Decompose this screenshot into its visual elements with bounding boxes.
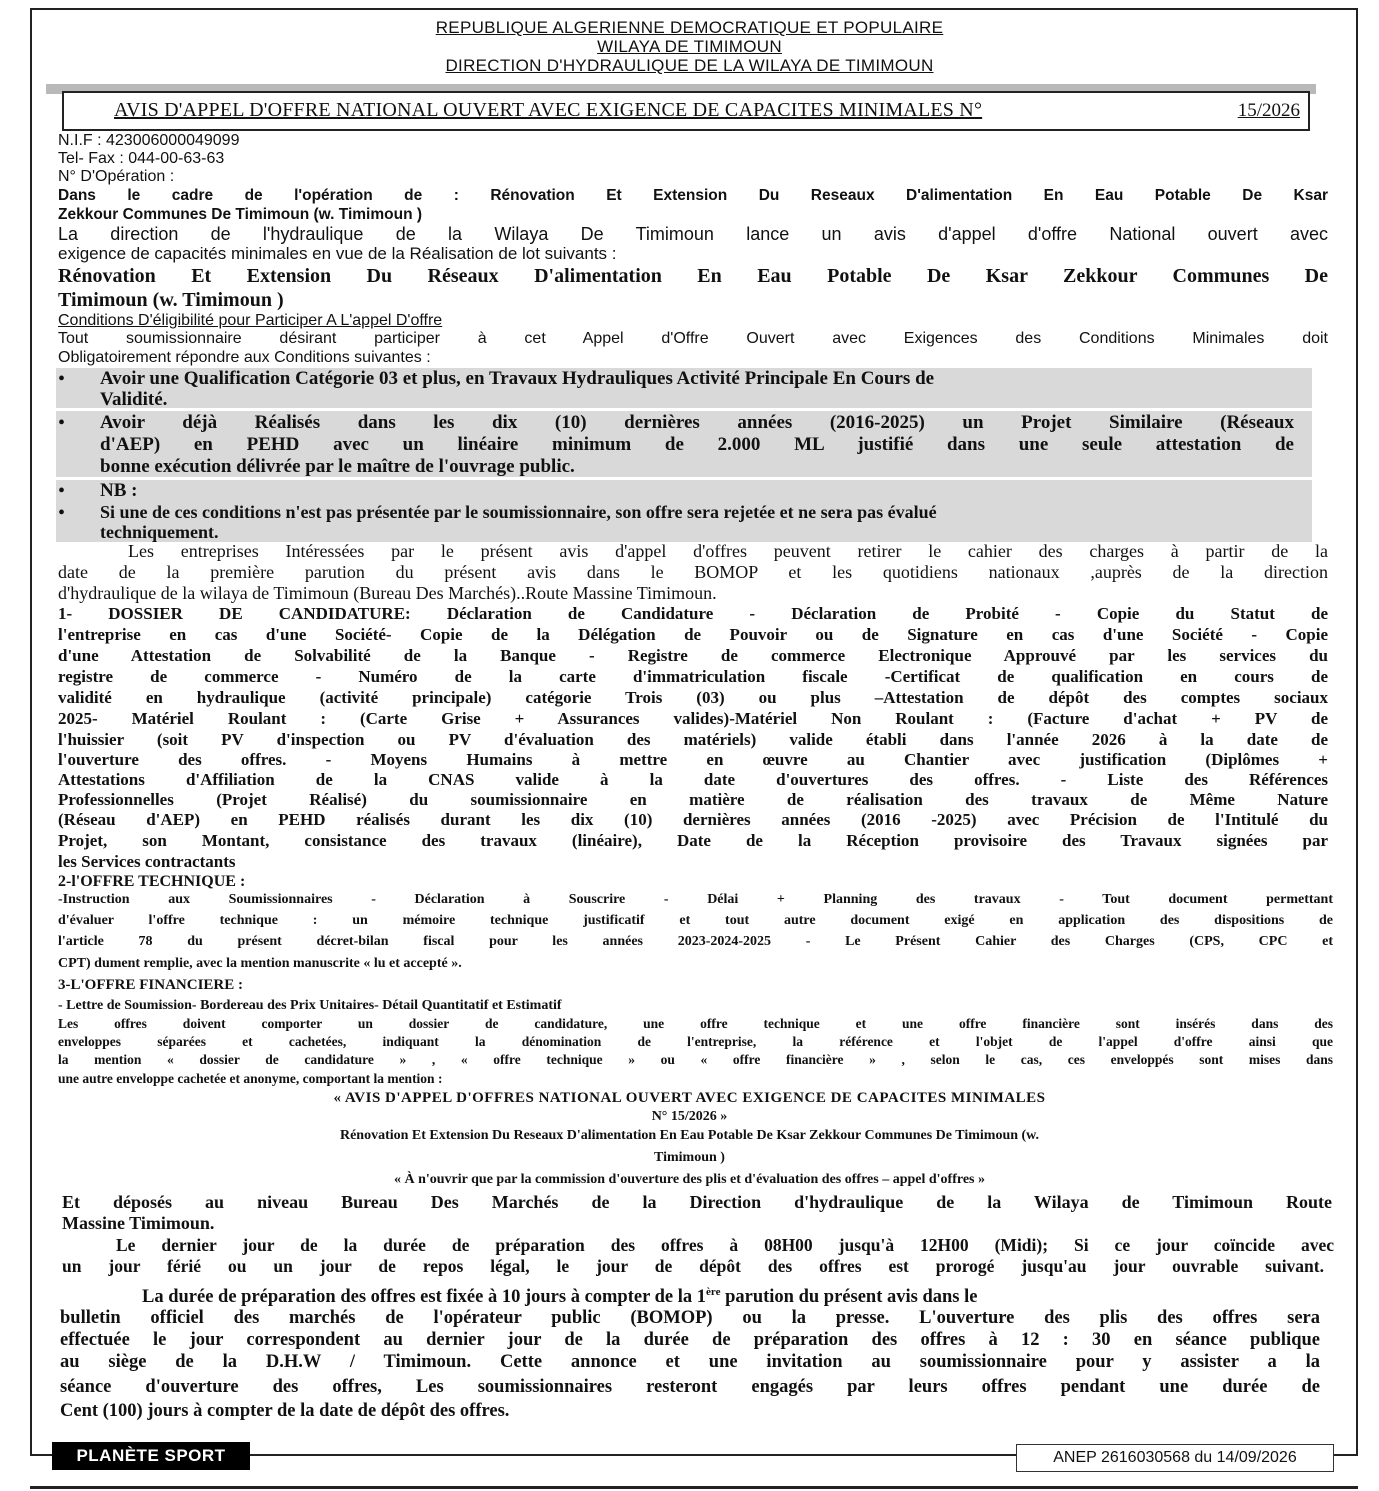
technique-line-1: -Instruction aux Soumissionnaires - Déclaration à Souscrire - Délai + Planning des travaux - Tout document permettant (58, 892, 1333, 907)
publication-label: PLANÈTE SPORT (52, 1442, 250, 1470)
dossier-line-4: registre de commerce - Numéro de la carte d'immatriculation fiscale -Certificat de qualification en cours de (58, 667, 1328, 686)
mention-line-1: « AVIS D'APPEL D'OFFRES NATIONAL OUVERT AVEC EXIGENCE DE CAPACITES MINIMALES (333, 1090, 1046, 1106)
conditions-intro-2: Obligatoirement répondre aux Conditions suivantes : (58, 349, 431, 366)
condition-1-line-1: Avoir une Qualification Catégorie 03 et plus, en Travaux Hydrauliques Activité Principale En Cours de (100, 368, 935, 389)
rejection-line-2: techniquement. (100, 522, 219, 542)
dossier-line-12: Projet, son Montant, consistance des travaux (linéaire), Date de la Réception provisoire des Travaux signées par (58, 831, 1328, 850)
retrait-line-1: Les entreprises Intéressées par le présent avis d'appel d'offres peuvent retirer le cahier des charges à partir de la (128, 541, 1328, 561)
depot-line-4: un jour férié ou un jour de repos légal, le jour de dépôt des offres est prorogé jusqu'au jour ouvrable suivant. (62, 1256, 1324, 1276)
financiere-line-2: Les offres doivent comporter un dossier de candidature, une offre technique et une offre financière sont insérés dans des (58, 1016, 1333, 1031)
financiere-line-4: la mention « dossier de candidature » , « offre technique » ou « offre financière » , selon le cas, ces enveloppés sont mises dans (58, 1052, 1333, 1067)
nb-label: NB : (100, 480, 138, 501)
cadre-line-2: Zekkour Communes De Timimoun (w. Timimoun ) (58, 206, 423, 223)
dossier-line-2: l'entreprise en cas d'une Société- Copie de la Délégation de Pouvoir ou de Signature en cas d'une Société - Copie (58, 625, 1328, 644)
nif: N.I.F : 423006000049099 (58, 132, 240, 149)
depot-line-3: Le dernier jour de la durée de préparation des offres à 08H00 jusqu'à 12H00 (Midi); Si ce jour coïncide avec (116, 1235, 1334, 1255)
duree-line-5: séance d'ouverture des offres, Les soumissionnaires resteront engagés par leurs offres pendant une durée de (60, 1377, 1320, 1397)
bullet-icon: • (58, 480, 66, 502)
condition-2-line-1: Avoir déjà Réalisés dans les dix (10) dernières années (2016-2025) un Projet Similaire (Réseaux (100, 412, 1294, 433)
condition-2-line-3: bonne exécution délivrée par le maître de l'ouvrage public. (100, 456, 575, 477)
duree-line-6: Cent (100) jours à compter de la date de dépôt des offres. (60, 1401, 510, 1421)
duree-line-2: bulletin officiel des marchés de l'opérateur public (BOMOP) ou la presse. L'ouverture des plis des offres sera (60, 1308, 1320, 1328)
financiere-line-3: enveloppes séparées et cachetées, indiquant la dénomination de l'entreprise, la référence et l'objet de l'appel d'offre ainsi que (58, 1034, 1333, 1049)
notice-title: AVIS D'APPEL D'OFFRE NATIONAL OUVERT AVEC EXIGENCE DE CAPACITES MINIMALES N° (114, 99, 983, 121)
header-wilaya: WILAYA DE TIMIMOUN (597, 37, 782, 56)
technique-line-4: CPT) dument remplie, avec la mention manuscrite « lu et accepté ». (58, 956, 462, 971)
retrait-line-2: date de la première parution du présent avis dans le BOMOP et les quotidiens nationaux ,auprès de la direction (58, 562, 1328, 582)
dossier-line-6: 2025- Matériel Roulant : (Carte Grise + Assurances valides)-Matériel Non Roulant : (Facture d'achat + PV de (58, 709, 1328, 728)
bullet-icon: • (58, 412, 66, 434)
lot-line-2: Timimoun (w. Timimoun ) (58, 289, 284, 311)
financiere-heading: 3-L'OFFRE FINANCIERE : (58, 977, 244, 993)
dossier-line-13: les Services contractants (58, 852, 236, 871)
retrait-line-3: d'hydraulique de la wilaya de Timimoun (Bureau Des Marchés)..Route Massine Timimoun. (58, 583, 717, 603)
duree-line-1-text-end: parution du présent avis dans le (720, 1287, 978, 1308)
conditions-intro-1: Tout soumissionnaire désirant participer à cet Appel d'Offre Ouvert avec Exigences des Conditions Minimales doit (58, 330, 1328, 347)
dossier-line-11: (Réseau d'AEP) en PEHD réalisés durant les dix (10) dernières années (2016 -2025) avec Précision de l'Intitulé du (58, 810, 1328, 829)
duree-line-4: au siège de la D.H.W / Timimoun. Cette annonce et une invitation au soumissionnaire pour y assister a la (60, 1352, 1320, 1372)
rejection-line-1: Si une de ces conditions n'est pas présentée par le soumissionnaire, son offre sera rejetée et ne sera pas évalué (100, 502, 937, 522)
direction-line-2: exigence de capacités minimales en vue de la Réalisation de lot suivants : (58, 244, 617, 263)
tel-fax: Tel- Fax : 044-00-63-63 (58, 150, 225, 167)
technique-line-2: d'évaluer l'offre technique : un mémoire technique justificatif et tout autre document exigé en application des dispositions de (58, 913, 1333, 928)
operation-number: N° D'Opération : (58, 168, 175, 185)
anep-reference: ANEP 2616030568 du 14/09/2026 (1016, 1444, 1334, 1472)
mention-line-3: Rénovation Et Extension Du Reseaux D'alimentation En Eau Potable De Ksar Zekkour Communes De Timimoun (w. (339, 1128, 1040, 1143)
cadre-line-1: Dans le cadre de l'opération de : Rénovation Et Extension Du Reseaux D'alimentation En Eau Potable De Ksar (58, 187, 1328, 204)
dossier-line-7: l'huissier (soit PV d'inspection ou PV d'évaluation des matériels) valide établi dans l'année 2026 à la date de (58, 730, 1328, 749)
condition-1-line-2: Validité. (100, 389, 168, 410)
technique-heading: 2-l'OFFRE TECHNIQUE : (58, 873, 246, 890)
financiere-line-5: une autre enveloppe cachetée et anonyme, comportant la mention : (58, 1071, 443, 1086)
dossier-line-1: 1- DOSSIER DE CANDIDATURE: Déclaration de Candidature - Déclaration de Probité - Copie du Statut de (58, 604, 1328, 623)
bullet-icon: • (58, 368, 66, 390)
dossier-line-8: l'ouverture des offres. - Moyens Humains à mettre en œuvre au Chantier avec justification (Diplômes + (58, 750, 1328, 769)
bullet-icon: • (58, 502, 66, 524)
mention-line-5: « À n'ouvrir que par la commission d'ouverture des plis et d'évaluation des offres – appel d'offres » (393, 1172, 985, 1187)
header-republique: REPUBLIQUE ALGERIENNE DEMOCRATIQUE ET POPULAIRE (435, 18, 944, 37)
direction-line-1: La direction de l'hydraulique de la Wilaya De Timimoun lance un avis d'appel d'offre National ouvert avec (58, 224, 1328, 244)
dossier-line-9: Attestations d'Affiliation de la CNAS valide à la date d'ouvertures des offres. - Liste des Références (58, 770, 1328, 789)
lot-line-1: Rénovation Et Extension Du Réseaux D'alimentation En Eau Potable De Ksar Zekkour Communes De (58, 265, 1328, 287)
depot-line-2: Massine Timimoun. (62, 1213, 215, 1233)
duree-line-1-sup: ère (706, 1286, 721, 1298)
financiere-line-1: - Lettre de Soumission- Bordereau des Prix Unitaires- Détail Quantitatif et Estimatif (58, 998, 562, 1013)
condition-2-line-2: d'AEP) en PEHD avec un linéaire minimum de 2.000 ML justifié dans une seule attestation de (100, 434, 1294, 455)
dossier-line-5: validité en hydraulique (activité principale) catégorie Trois (03) ou plus –Attestation de dépôt des comptes sociaux (58, 688, 1328, 707)
duree-line-1-text: La durée de préparation des offres est fixée à 10 jours à compter de la 1 (142, 1287, 706, 1308)
header-direction: DIRECTION D'HYDRAULIQUE DE LA WILAYA DE TIMIMOUN (445, 56, 934, 75)
dossier-line-10: Professionnelles (Projet Réalisé) du soumissionnaire en matière de réalisation des travaux de Même Nature (58, 790, 1328, 809)
technique-line-3: l'article 78 du présent décret-bilan fiscal pour les années 2023-2024-2025 - Le Présent Cahier des Charges (CPS, CPC et (58, 934, 1333, 949)
duree-line-1 (142, 1286, 977, 1308)
mention-line-2: N° 15/2026 » (651, 1109, 728, 1124)
duree-line-3: effectuée le jour correspondent au dernier jour de la durée de préparation des offres à 12 : 30 en séance publique (60, 1330, 1320, 1350)
depot-line-1: Et déposés au niveau Bureau Des Marchés de la Direction d'hydraulique de la Wilaya de Timimoun Route (62, 1192, 1332, 1212)
conditions-heading: Conditions D'éligibilité pour Participer A L'appel D'offre (58, 312, 443, 329)
bottom-rule (30, 1486, 1358, 1489)
notice-number: 15/2026 (1237, 100, 1300, 121)
dossier-line-3: d'une Attestation de Solvabilité de la Banque - Registre de commerce Electronique Approuvé par les services du (58, 646, 1328, 665)
title-box (62, 91, 1310, 131)
mention-line-4: Timimoun ) (654, 1150, 725, 1165)
